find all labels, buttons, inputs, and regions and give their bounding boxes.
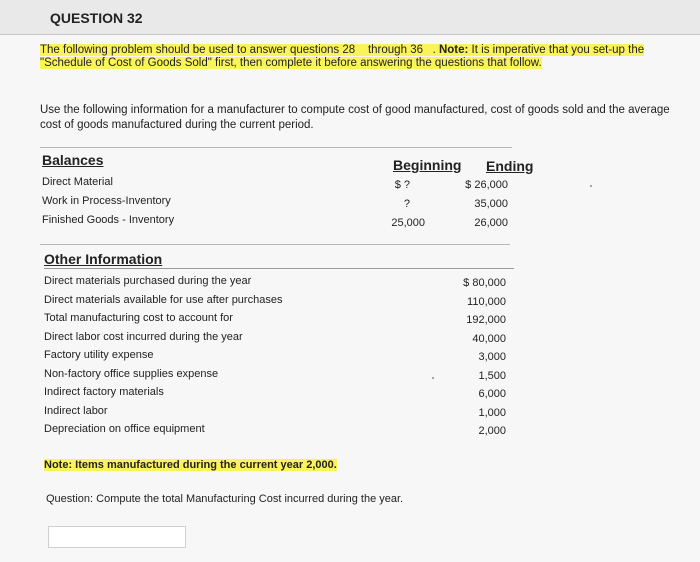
intro-line-2-text: "Schedule of Cost of Goods Sold" first, then complete it before answering the questions that follow. bbox=[40, 57, 542, 69]
other-label: Total manufacturing cost to account for bbox=[44, 312, 233, 324]
other-value: 40,000 bbox=[472, 333, 506, 345]
stray-dot bbox=[432, 377, 434, 379]
balance-beginning: 25,000 bbox=[391, 217, 425, 229]
balance-ending: $ 26,000 bbox=[465, 179, 508, 191]
answer-input[interactable] bbox=[48, 526, 186, 548]
other-label: Non-factory office supplies expense bbox=[44, 368, 219, 380]
intro-text: The following problem should be used to answer questions bbox=[40, 44, 340, 56]
balance-beginning: $ ? bbox=[394, 179, 410, 191]
other-value: 6,000 bbox=[478, 388, 506, 400]
other-value: 2,000 bbox=[478, 425, 506, 437]
other-label: Direct materials available for use after purchases bbox=[44, 294, 283, 306]
intro-period: . bbox=[432, 44, 439, 56]
balance-label: Work in Process-Inventory bbox=[42, 195, 171, 207]
question-header bbox=[0, 0, 700, 35]
through-text: through bbox=[367, 44, 407, 56]
stray-dot bbox=[590, 185, 592, 187]
balance-beginning: ? bbox=[403, 198, 410, 210]
question-text: Question: Compute the total Manufacturing Cost incurred during the year. bbox=[46, 493, 404, 505]
divider bbox=[40, 147, 512, 148]
other-value: $ 80,000 bbox=[463, 277, 506, 289]
balance-label: Direct Material bbox=[42, 176, 113, 188]
intro-line-1 bbox=[40, 44, 644, 57]
intro-note-text: It is imperative that you set-up the bbox=[468, 44, 645, 56]
question-title: QUESTION 32 bbox=[50, 10, 143, 26]
balance-label: Finished Goods - Inventory bbox=[42, 214, 175, 226]
other-info-heading: Other Information bbox=[44, 251, 163, 267]
ending-header: Ending bbox=[486, 158, 534, 174]
question-content bbox=[0, 35, 700, 562]
other-label: Direct labor cost incurred during the year bbox=[44, 331, 243, 343]
other-label: Factory utility expense bbox=[44, 349, 154, 361]
instruction-text: Use the following information for a manufacturer to compute cost of good manufactured, cost of goods sold and the average cost of goods manufactured during the current period. bbox=[40, 104, 670, 131]
other-value: 192,000 bbox=[466, 314, 506, 326]
intro-note-label: Note: bbox=[438, 44, 469, 56]
other-label: Indirect factory materials bbox=[44, 386, 164, 398]
beginning-header: Beginning bbox=[393, 157, 462, 173]
question-from: 28 bbox=[342, 44, 356, 56]
other-value: 1,500 bbox=[478, 370, 506, 382]
balances-heading: Balances bbox=[42, 152, 104, 168]
other-label: Direct materials purchased during the year bbox=[44, 275, 252, 287]
note-highlight: Note: Items manufactured during the current year 2,000. bbox=[44, 459, 337, 471]
note-text bbox=[44, 459, 337, 471]
divider bbox=[44, 268, 514, 269]
divider bbox=[40, 244, 510, 245]
other-value: 3,000 bbox=[478, 351, 506, 363]
question-to: 36 bbox=[410, 44, 423, 56]
intro-line-2 bbox=[40, 57, 644, 70]
balance-ending: 35,000 bbox=[474, 198, 508, 210]
other-value: 1,000 bbox=[478, 407, 506, 419]
balance-ending: 26,000 bbox=[474, 217, 508, 229]
other-label: Depreciation on office equipment bbox=[44, 423, 205, 435]
other-label: Indirect labor bbox=[44, 405, 108, 417]
other-value: 110,000 bbox=[467, 296, 506, 308]
intro-paragraph bbox=[40, 44, 644, 70]
